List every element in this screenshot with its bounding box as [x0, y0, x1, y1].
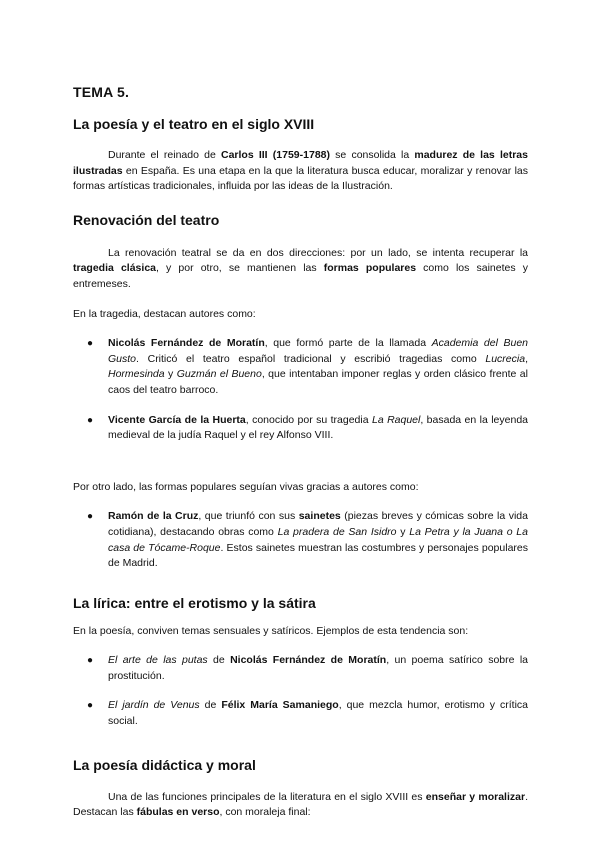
bullet-icon: ● [87, 414, 94, 426]
page-title: TEMA 5. [73, 84, 130, 100]
bullet-icon: ● [87, 700, 94, 712]
list-item [73, 653, 528, 684]
section-heading-poesia-didactica: La poesía didáctica y moral [73, 756, 256, 773]
formas-populares-intro: Por otro lado, las formas populares seguían vivas gracias a autores como: [73, 480, 419, 493]
section-heading-renovacion-teatro: Renovación del teatro [73, 211, 220, 228]
list-item [73, 413, 528, 444]
list-item-text: El jardín de Venus de Félix María Samaniego, que mezcla humor, erotismo y crítica social. [108, 699, 528, 728]
lirica-list [73, 653, 528, 729]
populares-list [73, 509, 528, 571]
list-item [73, 509, 528, 571]
section-heading-poesia-teatro: La poesía y el teatro en el siglo XVIII [73, 116, 315, 132]
section-heading-lirica: La lírica: entre el erotismo y la sátira [73, 594, 316, 611]
bullet-icon: ● [87, 511, 94, 523]
renovacion-paragraph: La renovación teatral se da en dos direcciones: por un lado, se intenta recuperar la tragedia clásica, y por otro, se mantienen las formas populares como los sainetes y entremeses. [73, 246, 528, 290]
tragedia-list [73, 336, 528, 444]
list-item [73, 336, 528, 398]
bullet-icon: ● [87, 655, 94, 667]
list-item-text: Nicolás Fernández de Moratín, que formó parte de la llamada Academia del Buen Gusto. Criticó el teatro español tradicional y escribió tragedias como Lucrecia, Hormesinda y Guzmán el Bueno, que intentaban imponer reglas y orden clásico frente al caos del teatro barroco. [108, 337, 528, 396]
intro-paragraph: Durante el reinado de Carlos III (1759-1788) se consolida la madurez de las letras ilustradas en España. Es una etapa en la que la literatura busca educar, moralizar y renovar las formas artísticas tradicionales, influida por las ideas de la Ilustración. [73, 149, 528, 193]
list-item [73, 698, 528, 729]
didactica-paragraph: Una de las funciones principales de la literatura en el siglo XVIII es enseñar y moralizar. Destacan las fábulas en verso, con moraleja final: [73, 790, 528, 819]
tragedia-intro: En la tragedia, destacan autores como: [73, 307, 256, 320]
list-item-text: Ramón de la Cruz, que triunfó con sus sainetes (piezas breves y cómicas sobre la vida cotidiana), destacando obras como La pradera de San Isidro y La Petra y la Juana o La casa de Tócame-Roque. Estos sainetes muestran las costumbres y personajes populares de Madrid. [108, 510, 528, 570]
lirica-intro: En la poesía, conviven temas sensuales y satíricos. Ejemplos de esta tendencia son: [73, 624, 469, 637]
bullet-icon: ● [87, 338, 94, 350]
list-item-text: El arte de las putas de Nicolás Fernández de Moratín, un poema satírico sobre la prostitución. [108, 654, 528, 682]
list-item-text: Vicente García de la Huerta, conocido por su tragedia La Raquel, basada en la leyenda medieval de la judía Raquel y el rey Alfonso VIII. [108, 413, 528, 442]
